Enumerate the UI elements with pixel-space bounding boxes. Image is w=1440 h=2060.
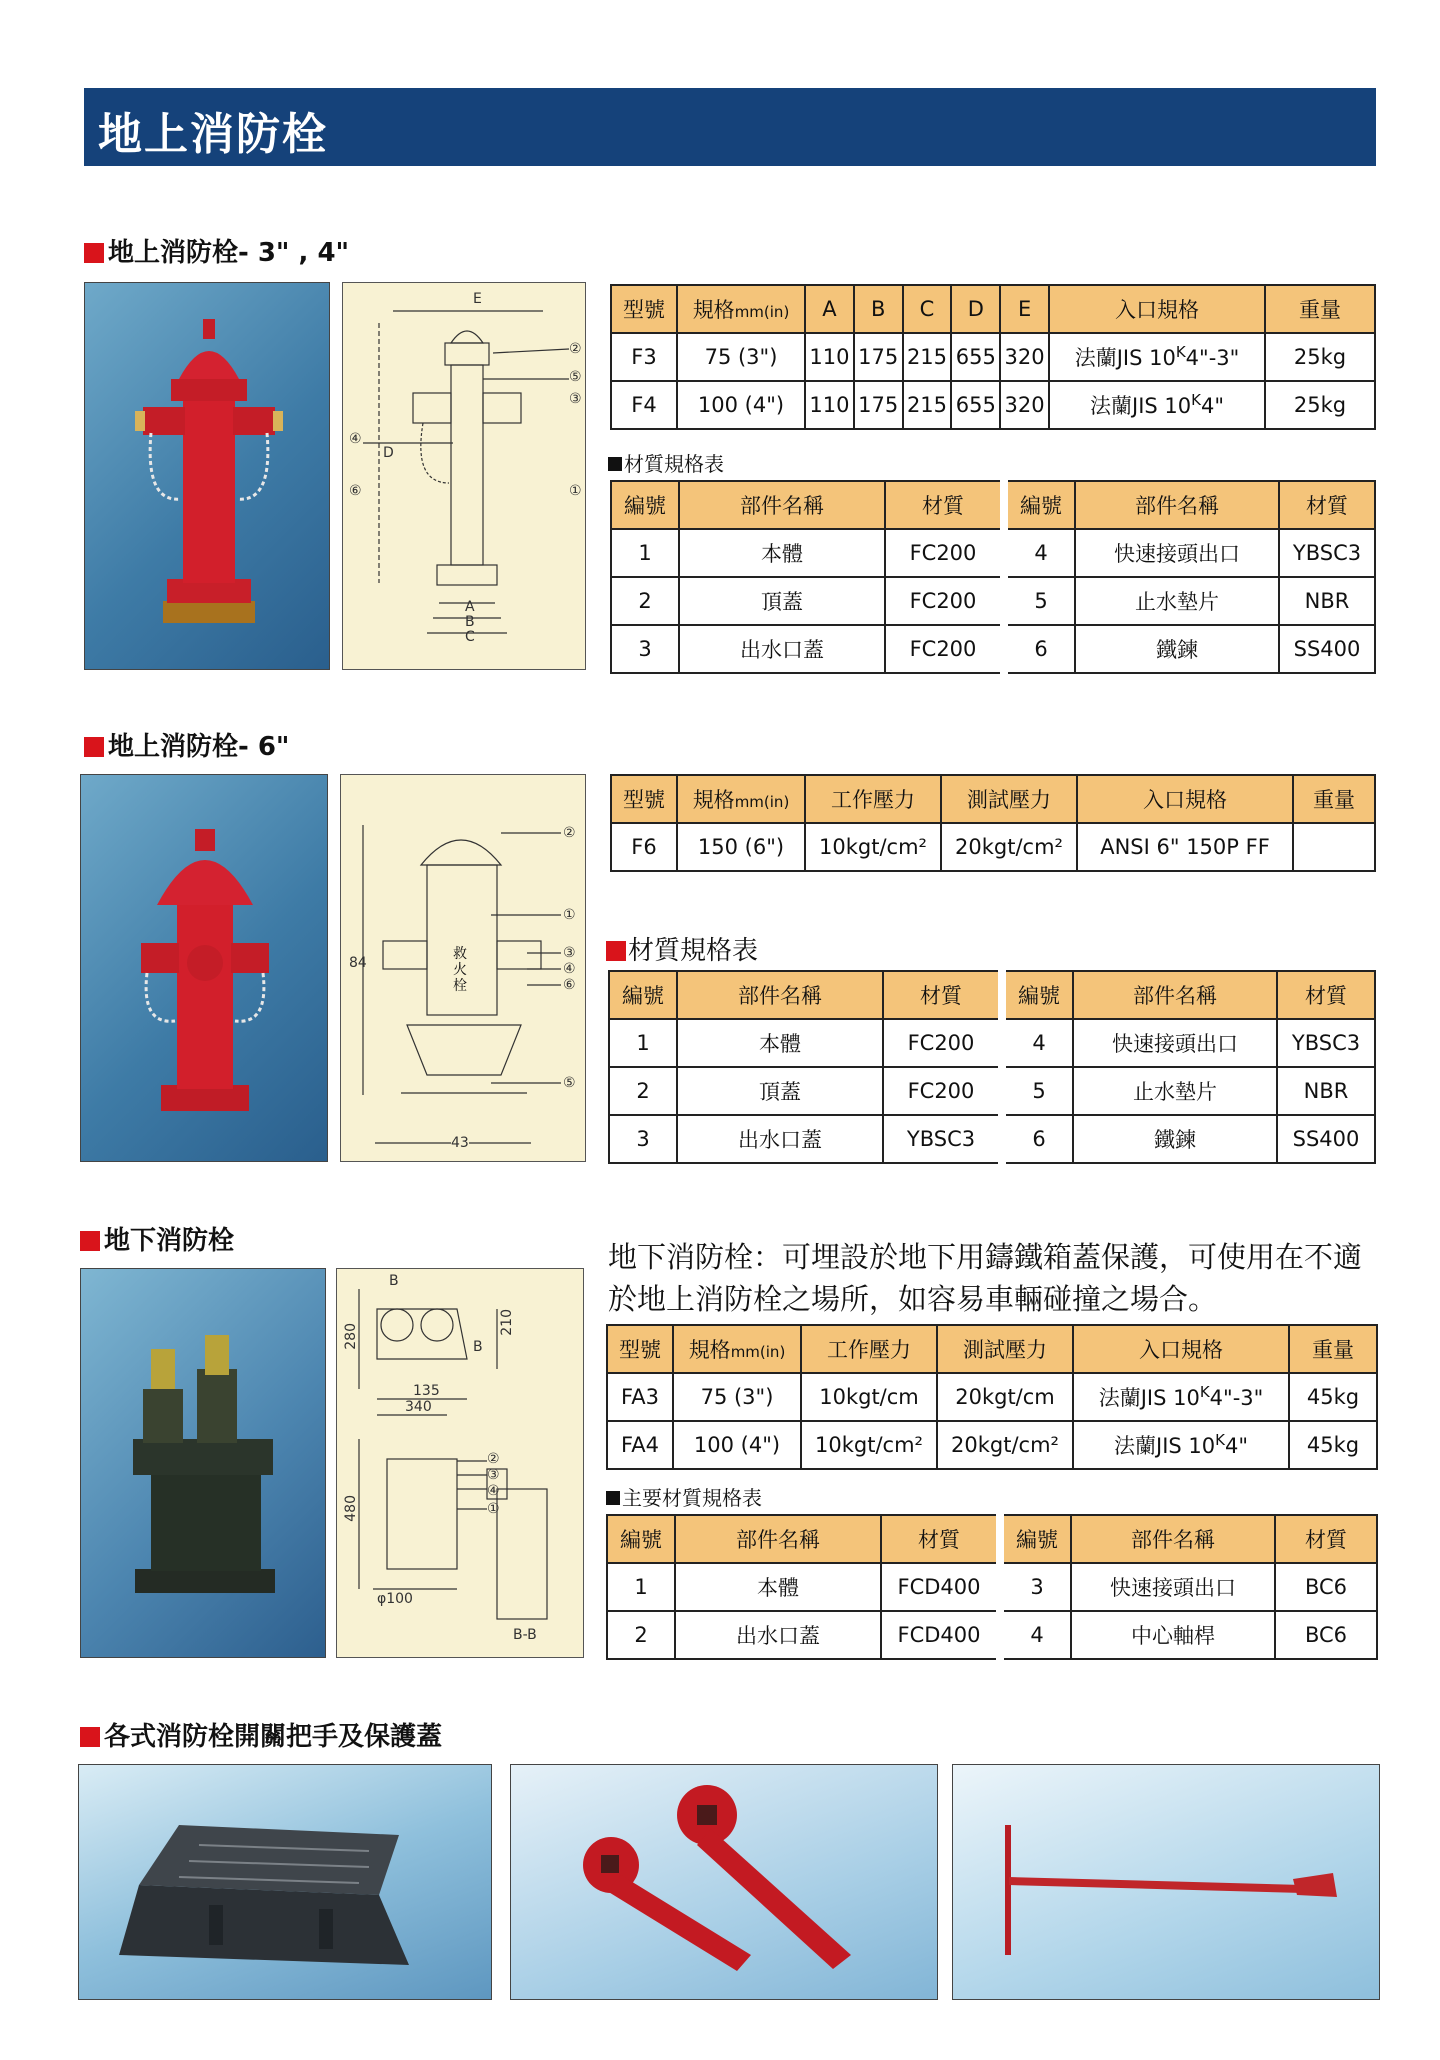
dim-label: B-B (513, 1627, 537, 1643)
table-cell: 175 (854, 381, 903, 429)
underground-hydrant-photo (80, 1268, 326, 1658)
table-cell: F6 (611, 823, 677, 871)
part-callout: ⑥ (349, 483, 362, 499)
table-cell: 20kgt/cm² (937, 1421, 1073, 1469)
table-header-cell: 材質 (1275, 1515, 1377, 1563)
table-cell: 75 (3") (677, 333, 805, 381)
table-cell: 25kg (1265, 333, 1375, 381)
table-row (611, 333, 1375, 381)
header-unit: mm(in) (734, 303, 790, 321)
table-header-cell: 材質 (883, 971, 1002, 1019)
section-title-text: 各式消防栓開關把手及保護蓋 (104, 1722, 443, 1752)
table-cell: 2 (607, 1611, 675, 1659)
table-cell: NBR (1279, 577, 1375, 625)
table-cell: 本體 (679, 529, 885, 577)
table-cell: 10kgt/cm (801, 1373, 937, 1421)
table-cell: 100 (4") (673, 1421, 801, 1469)
part-callout: ③ (563, 945, 576, 961)
table-cell: 655 (951, 381, 1000, 429)
section-title-text: 地下消防栓 (104, 1226, 235, 1256)
hydrant-photo-3-4 (84, 282, 330, 670)
table-cell: 3 (1000, 1563, 1071, 1611)
table-cell: 出水口蓋 (677, 1115, 883, 1163)
table-cell: FC200 (885, 529, 1004, 577)
table-header-cell: 編號 (609, 971, 677, 1019)
part-callout: ② (487, 1451, 500, 1467)
t-handle-icon (953, 1765, 1381, 2001)
material-caption-1 (608, 448, 724, 477)
table-header-row (611, 775, 1375, 823)
table-cell: 100 (4") (677, 381, 805, 429)
cell-text: 法蘭JIS 10 (1090, 394, 1192, 418)
hydrant-drawing-3-4 (342, 282, 586, 670)
table-cell: 5 (1002, 1067, 1073, 1115)
table-cell: 75 (3") (673, 1373, 801, 1421)
table-header-cell: 型號 (611, 285, 677, 333)
table-header-cell: 部件名稱 (675, 1515, 881, 1563)
cell-text: 法蘭JIS 10 (1074, 346, 1176, 370)
header-text: 規格 (692, 298, 735, 322)
hydrant-red-icon (81, 775, 329, 1163)
table-cell: 25kg (1265, 381, 1375, 429)
description-line: 地下消防栓：可埋設於地下用鑄鐵箱蓋保護，可使用在不適 (608, 1240, 1363, 1274)
table-row (611, 577, 1375, 625)
section-title-4 (80, 1716, 442, 1753)
table-cell: 150 (6") (677, 823, 805, 871)
table-cell: 3 (609, 1115, 677, 1163)
table-cell: FC200 (885, 625, 1004, 673)
table-cell: 175 (854, 333, 903, 381)
table-cell: 頂蓋 (679, 577, 885, 625)
drawing-text: 栓 (453, 978, 467, 994)
section-title-2 (84, 726, 289, 763)
table-header-cell: 重量 (1265, 285, 1375, 333)
table-cell: 1 (607, 1563, 675, 1611)
table-cell (1293, 823, 1375, 871)
table-cell: 1 (611, 529, 679, 577)
table-cell: 10kgt/cm² (801, 1421, 937, 1469)
table-header-cell: 部件名稱 (1073, 971, 1277, 1019)
cell-text: 4" (1224, 1434, 1248, 1458)
drawing-text: 救 (453, 946, 467, 962)
caption-text: 材質規格表 (624, 452, 724, 476)
dim-label: 480 (343, 1495, 359, 1522)
table-row (611, 529, 1375, 577)
table-cell: SS400 (1277, 1115, 1375, 1163)
material-caption-3 (606, 1482, 762, 1511)
table-cell: FC200 (883, 1067, 1002, 1115)
table-cell: 20kgt/cm² (941, 823, 1077, 871)
dim-label: A (465, 599, 475, 615)
cell-text: 4"-3" (1185, 346, 1240, 370)
table-header-cell: 測試壓力 (937, 1325, 1073, 1373)
table-header-row (609, 971, 1375, 1019)
underground-description (608, 1236, 1388, 1320)
cell-text: 法蘭JIS 10 (1098, 1386, 1200, 1410)
table-cell: FA4 (607, 1421, 673, 1469)
table-header-cell (673, 1325, 801, 1373)
table-cell (1073, 1373, 1289, 1421)
table-cell: FC200 (885, 577, 1004, 625)
table-cell: F3 (611, 333, 677, 381)
table-header-cell: 編號 (1004, 481, 1075, 529)
drawing-text: 火 (453, 962, 467, 978)
material-table-3-4 (610, 480, 1376, 674)
black-square-icon (608, 457, 622, 471)
dim-label: 280 (343, 1323, 359, 1350)
page-banner (84, 88, 1376, 166)
spec-table-underground (606, 1324, 1378, 1470)
table-cell: YBSC3 (883, 1115, 1002, 1163)
table-row (611, 625, 1375, 673)
table-cell: 快速接頭出口 (1075, 529, 1279, 577)
part-callout: ② (569, 341, 582, 357)
table-header-cell: 材質 (1277, 971, 1375, 1019)
table-header-cell: 入口規格 (1073, 1325, 1289, 1373)
table-cell: 110 (805, 333, 854, 381)
table-row (607, 1421, 1377, 1469)
part-callout: ① (569, 483, 582, 499)
spec-table-6 (610, 774, 1376, 872)
description-line: 於地上消防栓之場所，如容易車輛碰撞之場合。 (608, 1282, 1218, 1316)
wrench-photo (510, 1764, 938, 2000)
part-callout: ⑤ (569, 369, 582, 385)
wrench-icon (511, 1765, 939, 2001)
caption-text: 主要材質規格表 (622, 1486, 762, 1510)
table-row (611, 823, 1375, 871)
table-cell: 中心軸桿 (1071, 1611, 1275, 1659)
cell-sup: K (1175, 343, 1186, 361)
technical-drawing-icon (337, 1269, 585, 1659)
table-header-row (611, 481, 1375, 529)
table-header-cell: 材質 (1279, 481, 1375, 529)
page-title: 地上消防栓 (98, 109, 328, 160)
table-row (611, 381, 1375, 429)
red-square-icon (80, 1231, 100, 1251)
cell-text: 4"-3" (1209, 1386, 1264, 1410)
hydrant-dark-icon (81, 1269, 327, 1659)
table-row (607, 1611, 1377, 1659)
table-cell: BC6 (1275, 1611, 1377, 1659)
table-cell: FA3 (607, 1373, 673, 1421)
header-unit: mm(in) (734, 793, 790, 811)
table-cell: NBR (1277, 1067, 1375, 1115)
table-header-cell (677, 285, 805, 333)
table-header-cell: 型號 (607, 1325, 673, 1373)
cover-box-photo (78, 1764, 492, 2000)
table-cell: 鐵鍊 (1075, 625, 1279, 673)
table-header-cell: 部件名稱 (1071, 1515, 1275, 1563)
table-header-cell: 工作壓力 (805, 775, 941, 823)
part-callout: ① (563, 907, 576, 923)
section-title-1 (84, 232, 349, 269)
table-cell: 320 (1000, 381, 1049, 429)
material-table-6 (608, 970, 1376, 1164)
underground-hydrant-drawing (336, 1268, 584, 1658)
dim-label: 84 (349, 955, 367, 971)
table-header-cell: 工作壓力 (801, 1325, 937, 1373)
table-cell: 鐵鍊 (1073, 1115, 1277, 1163)
part-callout: ④ (487, 1483, 500, 1499)
table-header-cell: 型號 (611, 775, 677, 823)
table-cell: 45kg (1289, 1421, 1377, 1469)
table-cell: 本體 (675, 1563, 881, 1611)
table-cell (1049, 333, 1265, 381)
table-cell: 110 (805, 381, 854, 429)
table-header-cell: 編號 (1002, 971, 1073, 1019)
table-header-cell: 測試壓力 (941, 775, 1077, 823)
table-cell: 4 (1000, 1611, 1071, 1659)
table-header-cell: 材質 (881, 1515, 1000, 1563)
section-title-text: 地上消防栓- 3" , 4" (108, 238, 350, 268)
section-title-3 (80, 1220, 234, 1257)
dim-label: C (465, 629, 475, 645)
table-cell: 3 (611, 625, 679, 673)
dim-label: B (389, 1273, 399, 1289)
table-header-cell: 編號 (611, 481, 679, 529)
part-callout: ③ (487, 1467, 500, 1483)
table-header-cell: 編號 (607, 1515, 675, 1563)
table-header-row (607, 1515, 1377, 1563)
dim-label: B (465, 614, 475, 630)
table-cell: 4 (1002, 1019, 1073, 1067)
part-callout: ② (563, 825, 576, 841)
table-header-cell: 編號 (1000, 1515, 1071, 1563)
table-cell: FC200 (883, 1019, 1002, 1067)
table-header-cell: 重量 (1289, 1325, 1377, 1373)
table-cell: 止水墊片 (1073, 1067, 1277, 1115)
table-header-cell: 材質 (885, 481, 1004, 529)
table-cell: 4 (1004, 529, 1075, 577)
table-cell: 1 (609, 1019, 677, 1067)
table-cell: 45kg (1289, 1373, 1377, 1421)
t-handle-photo (952, 1764, 1380, 2000)
table-header-cell (677, 775, 805, 823)
table-cell: 215 (903, 333, 952, 381)
table-header-cell: 部件名稱 (679, 481, 885, 529)
table-row (607, 1373, 1377, 1421)
table-header-cell: 部件名稱 (1075, 481, 1279, 529)
black-square-icon (606, 1491, 620, 1505)
table-header-cell: A (805, 285, 854, 333)
table-cell: 2 (611, 577, 679, 625)
table-cell: YBSC3 (1279, 529, 1375, 577)
table-header-cell: 入口規格 (1049, 285, 1265, 333)
table-cell: SS400 (1279, 625, 1375, 673)
table-cell: 快速接頭出口 (1071, 1563, 1275, 1611)
cast-iron-cover-icon (79, 1765, 493, 2001)
hydrant-red-icon (85, 283, 331, 671)
hydrant-photo-6 (80, 774, 328, 1162)
table-header-cell: 部件名稱 (677, 971, 883, 1019)
red-square-icon (606, 941, 626, 961)
table-cell: 6 (1002, 1115, 1073, 1163)
table-cell: 320 (1000, 333, 1049, 381)
table-cell: ANSI 6" 150P FF (1077, 823, 1293, 871)
dim-label: φ100 (377, 1591, 413, 1607)
table-header-row (607, 1325, 1377, 1373)
table-row (609, 1019, 1375, 1067)
material-caption-2 (606, 930, 758, 967)
table-cell: 止水墊片 (1075, 577, 1279, 625)
table-header-cell: C (903, 285, 952, 333)
table-cell: 出水口蓋 (675, 1611, 881, 1659)
material-table-underground (606, 1514, 1378, 1660)
table-row (609, 1067, 1375, 1115)
dim-label: 43 (451, 1135, 469, 1151)
part-callout: ① (487, 1501, 500, 1517)
part-callout: ④ (349, 431, 362, 447)
table-cell: F4 (611, 381, 677, 429)
dim-label: B (473, 1339, 483, 1355)
table-header-cell: 入口規格 (1077, 775, 1293, 823)
table-cell: 快速接頭出口 (1073, 1019, 1277, 1067)
cell-sup: K (1199, 1383, 1210, 1401)
table-cell: 10kgt/cm² (805, 823, 941, 871)
table-cell: 20kgt/cm (937, 1373, 1073, 1421)
caption-text: 材質規格表 (628, 936, 759, 966)
hydrant-drawing-6 (340, 774, 586, 1162)
red-square-icon (80, 1727, 100, 1747)
table-cell: 出水口蓋 (679, 625, 885, 673)
table-header-cell: E (1000, 285, 1049, 333)
table-cell (1049, 381, 1265, 429)
table-cell (1073, 1421, 1289, 1469)
header-text: 規格 (692, 788, 735, 812)
dim-label: 210 (499, 1309, 515, 1336)
dim-label: 340 (405, 1399, 432, 1415)
table-cell: 6 (1004, 625, 1075, 673)
dim-label: 135 (413, 1383, 440, 1399)
table-header-cell: D (951, 285, 1000, 333)
table-cell: FCD400 (881, 1563, 1000, 1611)
cell-sup: K (1215, 1431, 1225, 1449)
cell-text: 法蘭JIS 10 (1114, 1434, 1216, 1458)
table-header-cell: B (854, 285, 903, 333)
part-callout: ⑤ (563, 1075, 576, 1091)
table-cell: 215 (903, 381, 952, 429)
table-cell: YBSC3 (1277, 1019, 1375, 1067)
part-callout: ⑥ (563, 977, 576, 993)
table-cell: 5 (1004, 577, 1075, 625)
red-square-icon (84, 737, 104, 757)
dim-label: E (473, 291, 482, 307)
table-header-cell: 重量 (1293, 775, 1375, 823)
part-callout: ③ (569, 391, 582, 407)
table-cell: 2 (609, 1067, 677, 1115)
part-callout: ④ (563, 961, 576, 977)
red-square-icon (84, 243, 104, 263)
table-header-row (611, 285, 1375, 333)
dim-label: D (383, 445, 394, 461)
table-cell: BC6 (1275, 1563, 1377, 1611)
cell-text: 4" (1200, 394, 1224, 418)
cell-sup: K (1191, 391, 1201, 409)
header-unit: mm(in) (730, 1343, 786, 1361)
table-cell: 頂蓋 (677, 1067, 883, 1115)
table-row (607, 1563, 1377, 1611)
table-cell: FCD400 (881, 1611, 1000, 1659)
section-title-text: 地上消防栓- 6" (108, 732, 290, 762)
table-cell: 本體 (677, 1019, 883, 1067)
table-cell: 655 (951, 333, 1000, 381)
spec-table-3-4 (610, 284, 1376, 430)
table-row (609, 1115, 1375, 1163)
header-text: 規格 (688, 1338, 731, 1362)
